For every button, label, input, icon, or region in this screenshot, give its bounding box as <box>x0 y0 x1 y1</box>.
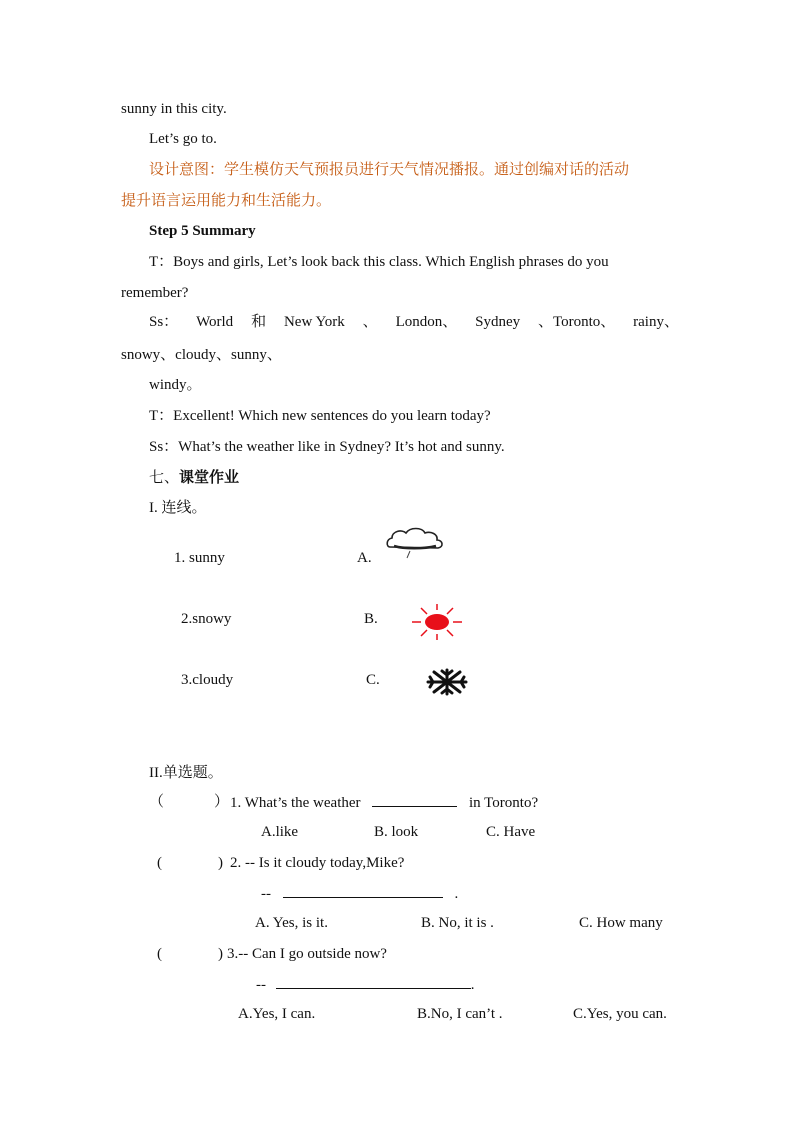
homework-heading-prefix: 七、 <box>149 470 180 486</box>
teacher-line-1-text: T：Boys and girls, Let’s look back this class. Which English phrases do you <box>149 254 609 270</box>
q3-option-a: A.Yes, I can. <box>238 1006 316 1022</box>
ss-word: Sydney <box>475 314 521 330</box>
q1-option-a: A.like <box>261 824 299 840</box>
snowflake-icon <box>424 667 470 697</box>
design-intent-line-2: 提升语言运用能力和生活能力。 <box>121 193 332 209</box>
q3-answer-prefix: -- <box>256 977 266 993</box>
part2-title: II.单选题。 <box>149 765 223 781</box>
teacher-line-2: T：Excellent! Which new sentences do you learn today? <box>149 408 491 424</box>
q2-option-c: C. How many <box>579 915 663 931</box>
match-right-b: B. <box>364 611 378 627</box>
lesson-line-1: sunny in this city. <box>121 101 227 117</box>
students-line-4: Ss：What’s the weather like in Sydney? It’s hot and sunny. <box>149 439 505 455</box>
q3-option-b: B.No, I can’t . <box>417 1006 503 1022</box>
ss-word: London、 <box>395 314 458 330</box>
teacher-line-1 <box>149 252 679 272</box>
q3-option-c: C.Yes, you can. <box>573 1006 667 1022</box>
q1-option-c: C. Have <box>486 824 536 840</box>
ss-word: World <box>196 314 234 330</box>
q2-paren-open: ( <box>157 855 162 871</box>
ss-word: 、 <box>362 314 378 330</box>
ss-word: 和 <box>251 314 267 330</box>
q2-option-b: B. No, it is . <box>421 915 494 931</box>
q1-option-b: B. look <box>374 824 419 840</box>
q2-answer-prefix: -- <box>261 886 271 902</box>
step-title: Step 5 Summary <box>149 223 256 239</box>
match-left-2: 2.snowy <box>181 611 232 627</box>
q2-answer-suffix: . <box>454 886 459 902</box>
q3-paren-close: ) <box>218 946 223 962</box>
match-right-c: C. <box>366 672 380 688</box>
match-left-3: 3.cloudy <box>181 672 234 688</box>
lesson-line-2: Let’s go to. <box>149 131 217 147</box>
q1-paren-close: ） <box>214 794 230 810</box>
q1-question <box>230 792 538 813</box>
q2-option-a: A. Yes, is it. <box>255 915 328 931</box>
ss-word: 、Toronto、 <box>537 314 616 330</box>
students-line-2: snowy、cloudy、sunny、 <box>121 347 282 363</box>
q3-question: 3.-- Can I go outside now? <box>227 946 387 962</box>
q2-paren-close: ) <box>218 855 223 871</box>
students-words-row <box>149 311 679 333</box>
q2-answer-line <box>261 883 458 904</box>
q1-text-after: in Toronto? <box>469 795 539 811</box>
q2-answer-blank[interactable] <box>283 883 443 898</box>
students-line-3: windy。 <box>149 377 202 393</box>
teacher-line-1-cont: remember? <box>121 285 189 301</box>
match-left-1: 1. sunny <box>174 550 225 566</box>
design-intent-line-1: 设计意图：学生模仿天气预报员进行天气情况播报。通过创编对话的活动 <box>149 162 630 178</box>
cloud-icon <box>384 525 446 561</box>
sun-icon <box>408 602 466 642</box>
ss-word: Ss： <box>149 314 179 330</box>
q3-paren-open: ( <box>157 946 162 962</box>
q3-answer-suffix: . <box>470 977 475 993</box>
q3-answer-line <box>256 974 475 995</box>
ss-word: New York <box>283 314 345 330</box>
homework-heading <box>149 468 239 488</box>
homework-heading-title: 课堂作业 <box>179 470 240 486</box>
q1-answer-blank[interactable] <box>372 792 457 807</box>
q2-question: 2. -- Is it cloudy today,Mike? <box>230 855 405 871</box>
match-right-a: A. <box>357 550 372 566</box>
q3-answer-blank[interactable] <box>276 974 471 989</box>
q1-paren-open: （ <box>149 794 165 810</box>
q1-text: 1. What’s the weather <box>230 795 361 811</box>
ss-word: rainy、 <box>633 314 679 330</box>
part1-title: I. 连线。 <box>149 500 207 516</box>
